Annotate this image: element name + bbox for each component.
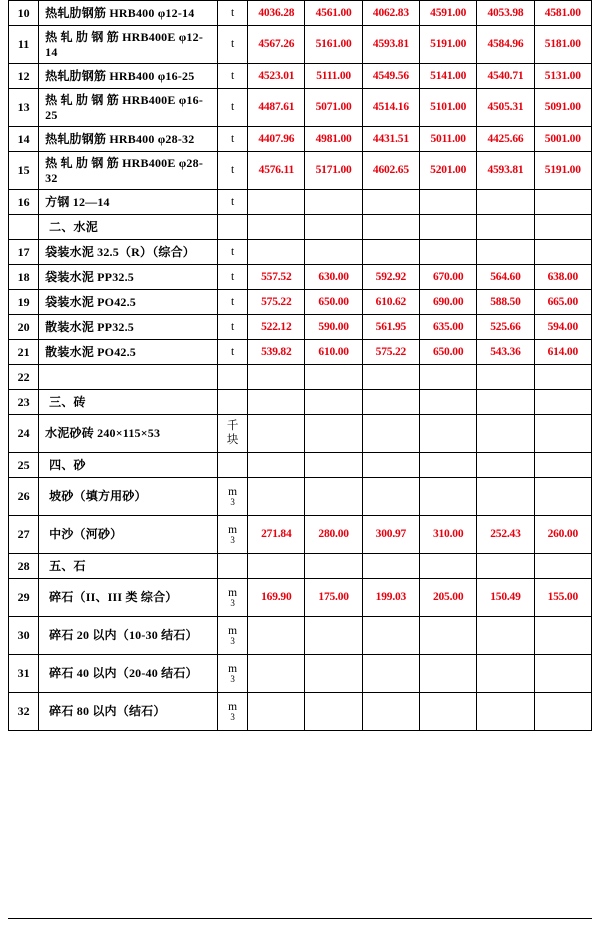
table-row	[9, 290, 592, 315]
row-value-cell	[477, 554, 534, 579]
row-value-cell: 280.00	[305, 516, 362, 554]
row-value-cell: 4487.61	[248, 89, 305, 127]
row-value-cell: 4561.00	[305, 1, 362, 26]
row-value-cell: 5091.00	[534, 89, 591, 127]
table-row	[9, 655, 592, 693]
row-value-cell: 4425.66	[477, 127, 534, 152]
table-row	[9, 365, 592, 390]
row-value-cell	[305, 365, 362, 390]
row-name-cell: 五、石	[39, 554, 218, 579]
unit-m3: m 3	[221, 625, 244, 647]
row-value-cell: 4514.16	[362, 89, 419, 127]
row-value-cell: 5001.00	[534, 127, 591, 152]
row-unit-cell: t	[218, 290, 248, 315]
row-name-cell: 坡砂（填方用砂）	[39, 478, 218, 516]
row-value-cell: 300.97	[362, 516, 419, 554]
row-value-cell: 590.00	[305, 315, 362, 340]
unit-exponent: 3	[230, 597, 235, 608]
row-value-cell: 630.00	[305, 265, 362, 290]
row-value-cell	[362, 240, 419, 265]
row-index-cell: 20	[9, 315, 39, 340]
table-row	[9, 152, 592, 190]
row-index-cell: 15	[9, 152, 39, 190]
table-row	[9, 554, 592, 579]
row-value-cell: 5141.00	[420, 64, 477, 89]
row-value-cell	[477, 240, 534, 265]
row-value-cell	[362, 617, 419, 655]
row-value-cell: 670.00	[420, 265, 477, 290]
row-value-cell	[248, 453, 305, 478]
row-unit-cell: t	[218, 340, 248, 365]
row-index-cell: 26	[9, 478, 39, 516]
row-index-cell: 11	[9, 26, 39, 64]
row-name-cell: 三、砖	[39, 390, 218, 415]
row-name-cell: 热 轧 肋 钢 筋 HRB400E φ12-14	[39, 26, 218, 64]
row-index-cell: 14	[9, 127, 39, 152]
row-value-cell: 4062.83	[362, 1, 419, 26]
row-value-cell	[420, 215, 477, 240]
row-value-cell	[362, 453, 419, 478]
row-value-cell: 5191.00	[534, 152, 591, 190]
row-value-cell	[305, 617, 362, 655]
row-value-cell	[420, 190, 477, 215]
table-row	[9, 315, 592, 340]
row-value-cell: 650.00	[305, 290, 362, 315]
row-unit-cell	[218, 478, 248, 516]
row-index-cell: 24	[9, 415, 39, 453]
table-row	[9, 64, 592, 89]
row-name-cell: 碎石 80 以内（结石）	[39, 693, 218, 731]
row-value-cell: 638.00	[534, 265, 591, 290]
row-index-cell: 25	[9, 453, 39, 478]
row-value-cell: 539.82	[248, 340, 305, 365]
row-unit-cell: t	[218, 190, 248, 215]
row-index-cell: 17	[9, 240, 39, 265]
unit-m3: m 3	[221, 587, 244, 609]
row-value-cell: 557.52	[248, 265, 305, 290]
row-value-cell	[534, 390, 591, 415]
row-value-cell: 271.84	[248, 516, 305, 554]
row-index-cell: 31	[9, 655, 39, 693]
table-row	[9, 190, 592, 215]
row-name-cell: 热轧肋钢筋 HRB400 φ28-32	[39, 127, 218, 152]
row-name-cell: 袋装水泥 PP32.5	[39, 265, 218, 290]
table-row	[9, 215, 592, 240]
row-value-cell	[305, 453, 362, 478]
row-value-cell: 614.00	[534, 340, 591, 365]
row-index-cell: 10	[9, 1, 39, 26]
row-index-cell: 18	[9, 265, 39, 290]
row-value-cell	[362, 190, 419, 215]
row-value-cell	[534, 453, 591, 478]
row-value-cell: 5161.00	[305, 26, 362, 64]
row-value-cell	[534, 693, 591, 731]
row-value-cell: 5181.00	[534, 26, 591, 64]
row-value-cell: 650.00	[420, 340, 477, 365]
row-name-cell: 中沙（河砂）	[39, 516, 218, 554]
row-value-cell	[534, 365, 591, 390]
row-value-cell	[362, 554, 419, 579]
row-value-cell	[305, 693, 362, 731]
row-index-cell: 28	[9, 554, 39, 579]
row-unit-cell: t	[218, 265, 248, 290]
unit-exponent: 3	[230, 673, 235, 684]
row-value-cell: 5201.00	[420, 152, 477, 190]
row-value-cell: 588.50	[477, 290, 534, 315]
row-value-cell: 690.00	[420, 290, 477, 315]
row-value-cell	[420, 365, 477, 390]
row-value-cell: 4981.00	[305, 127, 362, 152]
table-row	[9, 617, 592, 655]
row-index-cell: 12	[9, 64, 39, 89]
row-value-cell: 5011.00	[420, 127, 477, 152]
row-value-cell: 310.00	[420, 516, 477, 554]
row-value-cell: 564.60	[477, 265, 534, 290]
row-value-cell	[305, 240, 362, 265]
table-row	[9, 1, 592, 26]
row-value-cell	[362, 215, 419, 240]
row-value-cell	[477, 453, 534, 478]
price-table	[8, 0, 592, 731]
unit-exponent: 3	[230, 534, 235, 545]
row-name-cell: 碎石 20 以内（10-30 结石）	[39, 617, 218, 655]
row-unit-cell: t	[218, 152, 248, 190]
row-name-cell: 热轧肋钢筋 HRB400 φ12-14	[39, 1, 218, 26]
row-value-cell	[534, 190, 591, 215]
row-name-cell: 袋装水泥 PO42.5	[39, 290, 218, 315]
row-unit-cell: t	[218, 1, 248, 26]
table-row	[9, 127, 592, 152]
row-index-cell: 23	[9, 390, 39, 415]
row-name-cell: 热 轧 肋 钢 筋 HRB400E φ28-32	[39, 152, 218, 190]
table-row	[9, 240, 592, 265]
row-index-cell	[9, 215, 39, 240]
row-unit-cell	[218, 554, 248, 579]
row-unit-cell: t	[218, 127, 248, 152]
row-value-cell	[362, 390, 419, 415]
row-value-cell: 4407.96	[248, 127, 305, 152]
row-value-cell	[420, 478, 477, 516]
row-value-cell: 4602.65	[362, 152, 419, 190]
row-value-cell	[477, 390, 534, 415]
row-value-cell	[477, 655, 534, 693]
row-value-cell	[248, 365, 305, 390]
table-row	[9, 89, 592, 127]
table-row	[9, 516, 592, 554]
row-index-cell: 21	[9, 340, 39, 365]
row-value-cell: 594.00	[534, 315, 591, 340]
row-value-cell	[477, 365, 534, 390]
row-value-cell: 5071.00	[305, 89, 362, 127]
row-value-cell: 4505.31	[477, 89, 534, 127]
row-value-cell	[305, 415, 362, 453]
row-value-cell	[534, 240, 591, 265]
table-row	[9, 340, 592, 365]
row-value-cell	[305, 390, 362, 415]
table-row	[9, 579, 592, 617]
row-value-cell	[248, 215, 305, 240]
row-value-cell	[420, 415, 477, 453]
row-value-cell: 4431.51	[362, 127, 419, 152]
table-body	[9, 1, 592, 731]
row-value-cell	[534, 554, 591, 579]
unit-exponent: 3	[230, 635, 235, 646]
row-index-cell: 30	[9, 617, 39, 655]
row-unit-cell	[218, 579, 248, 617]
row-unit-cell	[218, 453, 248, 478]
row-value-cell: 4036.28	[248, 1, 305, 26]
row-index-cell: 16	[9, 190, 39, 215]
row-value-cell	[534, 415, 591, 453]
row-value-cell: 199.03	[362, 579, 419, 617]
row-value-cell	[477, 617, 534, 655]
row-value-cell: 150.49	[477, 579, 534, 617]
unit-m3: m 3	[221, 663, 244, 685]
row-value-cell: 5171.00	[305, 152, 362, 190]
row-value-cell: 575.22	[362, 340, 419, 365]
row-value-cell: 5191.00	[420, 26, 477, 64]
row-value-cell	[248, 617, 305, 655]
table-row	[9, 415, 592, 453]
row-value-cell: 4549.56	[362, 64, 419, 89]
row-name-cell: 四、砂	[39, 453, 218, 478]
row-unit-cell	[218, 215, 248, 240]
unit-exponent: 3	[230, 496, 235, 507]
row-name-cell	[39, 365, 218, 390]
row-unit-cell: t	[218, 64, 248, 89]
row-value-cell: 4581.00	[534, 1, 591, 26]
row-unit-cell	[218, 415, 248, 453]
row-value-cell	[420, 390, 477, 415]
row-value-cell: 610.00	[305, 340, 362, 365]
unit-m3: m 3	[221, 486, 244, 508]
row-value-cell	[362, 655, 419, 693]
row-value-cell: 543.36	[477, 340, 534, 365]
row-value-cell: 592.92	[362, 265, 419, 290]
row-value-cell	[477, 190, 534, 215]
row-value-cell	[477, 478, 534, 516]
row-value-cell: 5101.00	[420, 89, 477, 127]
unit-line: 块	[226, 433, 239, 446]
row-value-cell	[477, 215, 534, 240]
row-unit-cell: t	[218, 315, 248, 340]
row-unit-cell: t	[218, 240, 248, 265]
row-value-cell: 4540.71	[477, 64, 534, 89]
row-name-cell: 散装水泥 PO42.5	[39, 340, 218, 365]
row-index-cell: 19	[9, 290, 39, 315]
row-value-cell	[305, 190, 362, 215]
table-row	[9, 478, 592, 516]
row-value-cell: 4593.81	[477, 152, 534, 190]
row-value-cell	[362, 415, 419, 453]
unit-line: 千	[226, 420, 239, 433]
table-row	[9, 390, 592, 415]
row-name-cell: 二、水泥	[39, 215, 218, 240]
row-value-cell: 575.22	[248, 290, 305, 315]
unit-m3: m 3	[221, 524, 244, 546]
row-name-cell: 碎石（II、III 类 综合）	[39, 579, 218, 617]
row-value-cell: 175.00	[305, 579, 362, 617]
unit-exponent: 3	[230, 711, 235, 722]
row-value-cell: 561.95	[362, 315, 419, 340]
row-value-cell	[248, 554, 305, 579]
row-value-cell: 635.00	[420, 315, 477, 340]
row-unit-cell	[218, 516, 248, 554]
row-value-cell	[420, 617, 477, 655]
row-value-cell	[248, 655, 305, 693]
row-name-cell: 热轧肋钢筋 HRB400 φ16-25	[39, 64, 218, 89]
row-value-cell	[248, 415, 305, 453]
row-value-cell	[420, 453, 477, 478]
row-value-cell	[420, 693, 477, 731]
row-value-cell: 155.00	[534, 579, 591, 617]
row-index-cell: 13	[9, 89, 39, 127]
table-row	[9, 693, 592, 731]
row-value-cell: 610.62	[362, 290, 419, 315]
row-value-cell: 665.00	[534, 290, 591, 315]
row-value-cell: 4576.11	[248, 152, 305, 190]
row-unit-cell	[218, 617, 248, 655]
row-value-cell	[534, 617, 591, 655]
row-unit-cell	[218, 390, 248, 415]
row-value-cell: 4584.96	[477, 26, 534, 64]
row-name-cell: 散装水泥 PP32.5	[39, 315, 218, 340]
row-value-cell: 5111.00	[305, 64, 362, 89]
row-value-cell: 205.00	[420, 579, 477, 617]
row-value-cell: 525.66	[477, 315, 534, 340]
row-name-cell: 热 轧 肋 钢 筋 HRB400E φ16-25	[39, 89, 218, 127]
row-unit-cell	[218, 365, 248, 390]
row-value-cell: 5131.00	[534, 64, 591, 89]
row-value-cell: 4591.00	[420, 1, 477, 26]
row-value-cell	[305, 554, 362, 579]
row-value-cell	[248, 390, 305, 415]
row-value-cell	[534, 655, 591, 693]
row-name-cell: 方钢 12—14	[39, 190, 218, 215]
row-value-cell	[362, 478, 419, 516]
row-index-cell: 29	[9, 579, 39, 617]
row-value-cell	[477, 415, 534, 453]
row-value-cell	[248, 693, 305, 731]
row-name-cell: 碎石 40 以内（20-40 结石）	[39, 655, 218, 693]
row-value-cell	[477, 693, 534, 731]
row-unit-cell: t	[218, 26, 248, 64]
row-value-cell	[362, 365, 419, 390]
row-value-cell	[248, 240, 305, 265]
row-unit-cell: t	[218, 89, 248, 127]
row-value-cell	[420, 655, 477, 693]
row-name-cell: 水泥砂砖 240×115×53	[39, 415, 218, 453]
table-row	[9, 26, 592, 64]
row-value-cell	[305, 478, 362, 516]
row-value-cell	[420, 240, 477, 265]
row-value-cell	[248, 190, 305, 215]
row-value-cell	[362, 693, 419, 731]
row-unit-cell	[218, 655, 248, 693]
table-row	[9, 453, 592, 478]
row-value-cell	[305, 215, 362, 240]
row-value-cell: 4567.26	[248, 26, 305, 64]
row-value-cell	[420, 554, 477, 579]
row-value-cell	[534, 215, 591, 240]
row-value-cell	[248, 478, 305, 516]
page-bottom-rule	[8, 918, 592, 919]
row-value-cell: 4523.01	[248, 64, 305, 89]
row-value-cell: 260.00	[534, 516, 591, 554]
table-row	[9, 265, 592, 290]
row-index-cell: 22	[9, 365, 39, 390]
row-index-cell: 27	[9, 516, 39, 554]
row-unit-cell	[218, 693, 248, 731]
row-name-cell: 袋装水泥 32.5（R）（综合）	[39, 240, 218, 265]
unit-m3: m 3	[221, 701, 244, 723]
row-value-cell: 4053.98	[477, 1, 534, 26]
row-value-cell: 252.43	[477, 516, 534, 554]
row-value-cell	[534, 478, 591, 516]
row-index-cell: 32	[9, 693, 39, 731]
row-value-cell	[305, 655, 362, 693]
row-value-cell: 4593.81	[362, 26, 419, 64]
row-value-cell: 169.90	[248, 579, 305, 617]
row-value-cell: 522.12	[248, 315, 305, 340]
